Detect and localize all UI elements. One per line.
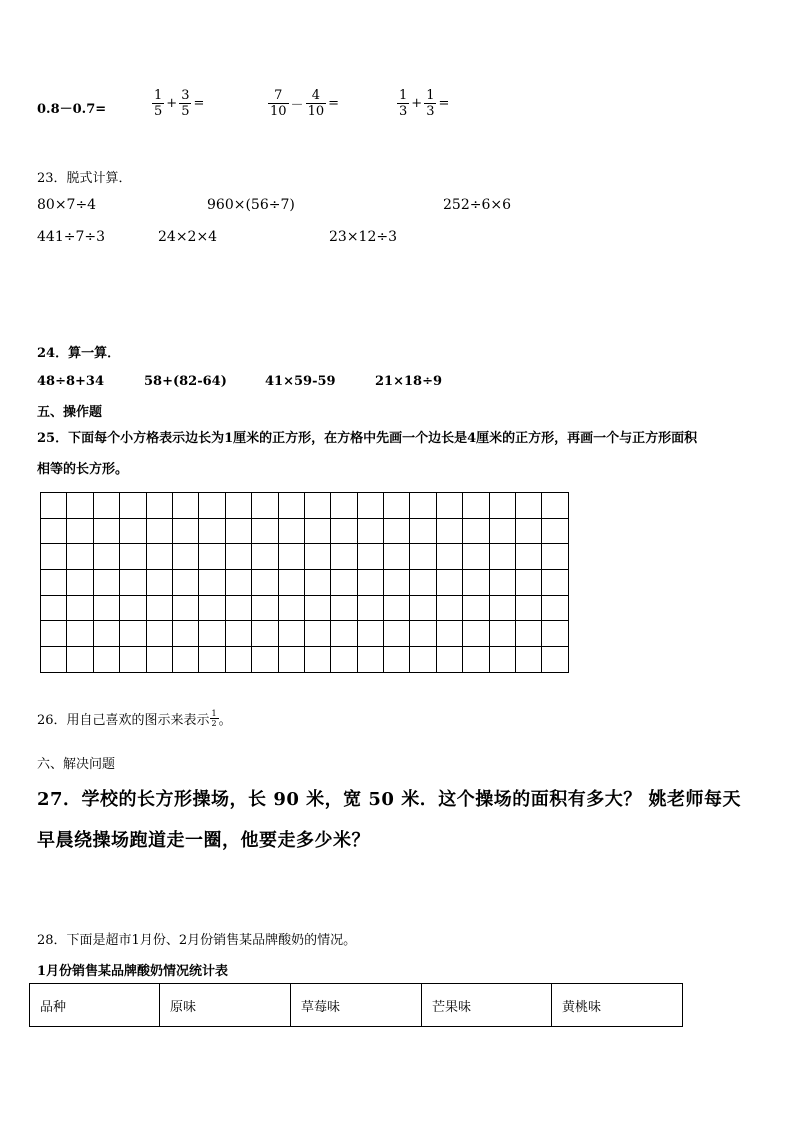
grid-cell[interactable] (542, 570, 568, 596)
grid-cell[interactable] (41, 518, 67, 544)
grid-cell[interactable] (331, 621, 357, 647)
grid-cell[interactable] (225, 621, 251, 647)
grid-cell[interactable] (516, 544, 542, 570)
grid-row (41, 518, 569, 544)
grid-cell[interactable] (67, 595, 93, 621)
grid-cell[interactable] (199, 544, 225, 570)
grid-cell[interactable] (172, 518, 198, 544)
grid-cell[interactable] (489, 621, 515, 647)
grid-cell[interactable] (410, 544, 436, 570)
table-header-cell: 品种 (30, 984, 160, 1027)
grid-cell[interactable] (120, 518, 146, 544)
grid-cell[interactable] (410, 621, 436, 647)
grid-cell[interactable] (463, 518, 489, 544)
grid-cell[interactable] (199, 595, 225, 621)
grid-cell[interactable] (93, 570, 119, 596)
grid-cell[interactable] (436, 570, 462, 596)
grid-cell[interactable] (357, 621, 383, 647)
table-row (30, 984, 683, 1027)
grid-cell[interactable] (252, 544, 278, 570)
grid-cell[interactable] (225, 570, 251, 596)
grid-cell[interactable] (357, 570, 383, 596)
grid-cell[interactable] (199, 493, 225, 519)
q23-item: 80×7÷4 (37, 197, 97, 213)
grid-cell[interactable] (304, 570, 330, 596)
grid-cell[interactable] (357, 544, 383, 570)
grid-cell[interactable] (225, 544, 251, 570)
grid-cell[interactable] (436, 493, 462, 519)
grid-cell[interactable] (120, 493, 146, 519)
grid-cell[interactable] (357, 647, 383, 673)
stats-table (29, 983, 683, 1027)
fraction: $\frac{1}{2}$ (211, 709, 217, 728)
grid-cell[interactable] (463, 493, 489, 519)
grid-cell[interactable] (225, 493, 251, 519)
grid-cell[interactable] (331, 595, 357, 621)
grid-row (41, 544, 569, 570)
q23-item: 23×12÷3 (329, 229, 397, 245)
grid-cell[interactable] (304, 595, 330, 621)
table-header-cell: 芒果味 (422, 984, 552, 1027)
grid-cell[interactable] (67, 493, 93, 519)
grid-cell[interactable] (225, 595, 251, 621)
grid-cell[interactable] (252, 647, 278, 673)
grid-cell[interactable] (41, 544, 67, 570)
grid-cell[interactable] (384, 621, 410, 647)
fraction: $\frac{1}{3}$ (426, 88, 435, 119)
grid-cell[interactable] (93, 621, 119, 647)
grid-cell[interactable] (436, 621, 462, 647)
grid-cell[interactable] (410, 518, 436, 544)
grid-table[interactable] (40, 492, 569, 673)
grid-cell[interactable] (489, 595, 515, 621)
grid-cell[interactable] (384, 493, 410, 519)
grid-cell[interactable] (516, 595, 542, 621)
grid-cell[interactable] (489, 544, 515, 570)
grid-cell[interactable] (516, 647, 542, 673)
grid-cell[interactable] (304, 621, 330, 647)
grid-cell[interactable] (146, 570, 172, 596)
grid-cell[interactable] (278, 518, 304, 544)
grid-cell[interactable] (278, 647, 304, 673)
q24-item: 21×18÷9 (375, 374, 443, 389)
grid-cell[interactable] (304, 544, 330, 570)
q23-title: 23．脱式计算． (37, 171, 132, 186)
grid-cell[interactable] (93, 595, 119, 621)
grid-cell[interactable] (146, 595, 172, 621)
grid-cell[interactable] (304, 493, 330, 519)
grid-cell[interactable] (331, 493, 357, 519)
grid-cell[interactable] (384, 647, 410, 673)
grid-row (41, 493, 569, 519)
grid-cell[interactable] (41, 621, 67, 647)
grid-cell[interactable] (67, 518, 93, 544)
grid-cell[interactable] (463, 621, 489, 647)
grid-row (41, 647, 569, 673)
q23-item: 24×2×4 (158, 229, 218, 245)
expr-fraction-add-2: $\frac{1}{3}$ + $\frac{1}{3}$ = (399, 88, 450, 119)
q25-text-line1: 25．下面每个小方格表示边长为1厘米的正方形，在方格中先画一个边长是4厘米的正方形，再画一个与正方形面积 (37, 431, 698, 446)
grid-cell[interactable] (436, 647, 462, 673)
grid-cell[interactable] (331, 544, 357, 570)
grid-cell[interactable] (384, 544, 410, 570)
grid-cell[interactable] (93, 518, 119, 544)
grid-cell[interactable] (67, 570, 93, 596)
grid-cell[interactable] (542, 647, 568, 673)
grid-cell[interactable] (199, 621, 225, 647)
grid-cell[interactable] (93, 544, 119, 570)
grid-cell[interactable] (199, 518, 225, 544)
grid-cell[interactable] (463, 595, 489, 621)
q23-item: 252÷6×6 (443, 197, 511, 213)
section-heading-operations: 五、操作题 (37, 405, 103, 420)
grid-cell[interactable] (120, 647, 146, 673)
grid-cell[interactable] (172, 647, 198, 673)
grid-cell[interactable] (278, 570, 304, 596)
grid-cell[interactable] (489, 647, 515, 673)
grid-cell[interactable] (384, 570, 410, 596)
grid-cell[interactable] (542, 621, 568, 647)
grid-cell[interactable] (252, 621, 278, 647)
grid-cell[interactable] (489, 493, 515, 519)
grid-cell[interactable] (146, 647, 172, 673)
q24-item: 41×59-59 (265, 374, 336, 389)
grid-cell[interactable] (172, 570, 198, 596)
grid-cell[interactable] (93, 493, 119, 519)
grid-cell[interactable] (489, 518, 515, 544)
grid-cell[interactable] (172, 595, 198, 621)
table-header-cell: 原味 (160, 984, 291, 1027)
grid-cell[interactable] (516, 621, 542, 647)
q27-text-line2: 早晨绕操场跑道走一圈，他要走多少米？ (37, 830, 370, 851)
grid-cell[interactable] (93, 647, 119, 673)
grid-cell[interactable] (542, 544, 568, 570)
q24-item: 48÷8+34 (37, 374, 105, 389)
grid-cell[interactable] (41, 570, 67, 596)
expr-fraction-subtract: $\frac{7}{10}$ － $\frac{4}{10}$ = (270, 88, 340, 119)
grid-cell[interactable] (67, 647, 93, 673)
grid-cell[interactable] (410, 570, 436, 596)
grid-cell[interactable] (516, 493, 542, 519)
table-header-cell: 草莓味 (291, 984, 422, 1027)
table-header-cell: 黄桃味 (552, 984, 683, 1027)
grid-cell[interactable] (199, 647, 225, 673)
grid-cell[interactable] (225, 518, 251, 544)
grid-cell[interactable] (436, 518, 462, 544)
grid-cell[interactable] (41, 595, 67, 621)
grid-cell[interactable] (542, 518, 568, 544)
grid-cell[interactable] (146, 518, 172, 544)
grid-cell[interactable] (516, 570, 542, 596)
grid-cell[interactable] (489, 570, 515, 596)
grid-cell[interactable] (146, 493, 172, 519)
grid-cell[interactable] (120, 570, 146, 596)
grid-cell[interactable] (331, 647, 357, 673)
grid-cell[interactable] (463, 647, 489, 673)
expr-fraction-add-1: $\frac{1}{5}$ + $\frac{3}{5}$ = (154, 88, 205, 119)
grid-cell[interactable] (542, 493, 568, 519)
q25-text-line2: 相等的长方形。 (37, 462, 129, 477)
grid-cell[interactable] (384, 595, 410, 621)
fraction: $\frac{4}{10}$ (307, 88, 325, 119)
grid-cell[interactable] (357, 493, 383, 519)
grid-cell[interactable] (436, 544, 462, 570)
grid-cell[interactable] (120, 621, 146, 647)
grid-cell[interactable] (252, 595, 278, 621)
q27-text-line1: 27．学校的长方形操场，长 90 米，宽 50 米．这个操场的面积有多大？ 姚老师每天 (37, 789, 741, 810)
grid-cell[interactable] (410, 595, 436, 621)
grid-cell[interactable] (278, 595, 304, 621)
expr-decimal-subtraction: 0.8－0.7= (37, 102, 107, 117)
grid-cell[interactable] (146, 621, 172, 647)
grid-cell[interactable] (172, 621, 198, 647)
grid-cell[interactable] (252, 518, 278, 544)
grid-cell[interactable] (278, 544, 304, 570)
grid-row (41, 621, 569, 647)
grid-cell[interactable] (542, 595, 568, 621)
grid-row (41, 570, 569, 596)
grid-cell[interactable] (67, 621, 93, 647)
grid-cell[interactable] (252, 493, 278, 519)
drawing-grid[interactable] (40, 492, 569, 673)
grid-cell[interactable] (199, 570, 225, 596)
grid-cell[interactable] (436, 595, 462, 621)
grid-cell[interactable] (304, 518, 330, 544)
grid-cell[interactable] (516, 518, 542, 544)
table-caption: 1月份销售某品牌酸奶情况统计表 (37, 964, 229, 979)
grid-cell[interactable] (410, 493, 436, 519)
grid-cell[interactable] (172, 493, 198, 519)
fraction: $\frac{3}{5}$ (181, 88, 190, 119)
q24-item: 58+(82-64) (144, 374, 227, 389)
grid-cell[interactable] (278, 621, 304, 647)
fraction: $\frac{1}{3}$ (399, 88, 408, 119)
stats-table-grid (29, 983, 683, 1027)
grid-cell[interactable] (252, 570, 278, 596)
grid-cell[interactable] (463, 570, 489, 596)
fraction: $\frac{7}{10}$ (270, 88, 287, 119)
fraction: $\frac{1}{5}$ (154, 88, 163, 119)
q26-text: 26．用自己喜欢的图示来表示 $\frac{1}{2}$ 。 (37, 709, 232, 728)
grid-cell[interactable] (384, 518, 410, 544)
q23-item: 441÷7÷3 (37, 229, 105, 245)
grid-cell[interactable] (357, 595, 383, 621)
grid-cell[interactable] (172, 544, 198, 570)
grid-cell[interactable] (463, 544, 489, 570)
q23-item: 960×(56÷7) (207, 197, 295, 213)
grid-cell[interactable] (41, 647, 67, 673)
q24-title: 24．算一算． (37, 346, 121, 361)
grid-cell[interactable] (41, 493, 67, 519)
grid-cell[interactable] (331, 518, 357, 544)
grid-cell[interactable] (225, 647, 251, 673)
grid-cell[interactable] (146, 544, 172, 570)
grid-row (41, 595, 569, 621)
grid-cell[interactable] (357, 518, 383, 544)
grid-cell[interactable] (278, 493, 304, 519)
q28-title: 28．下面是超市1月份、2月份销售某品牌酸奶的情况。 (37, 933, 357, 948)
grid-cell[interactable] (67, 544, 93, 570)
grid-cell[interactable] (120, 544, 146, 570)
grid-cell[interactable] (120, 595, 146, 621)
grid-cell[interactable] (304, 647, 330, 673)
grid-cell[interactable] (410, 647, 436, 673)
grid-cell[interactable] (331, 570, 357, 596)
section-heading-problem-solving: 六、解决问题 (37, 757, 116, 772)
